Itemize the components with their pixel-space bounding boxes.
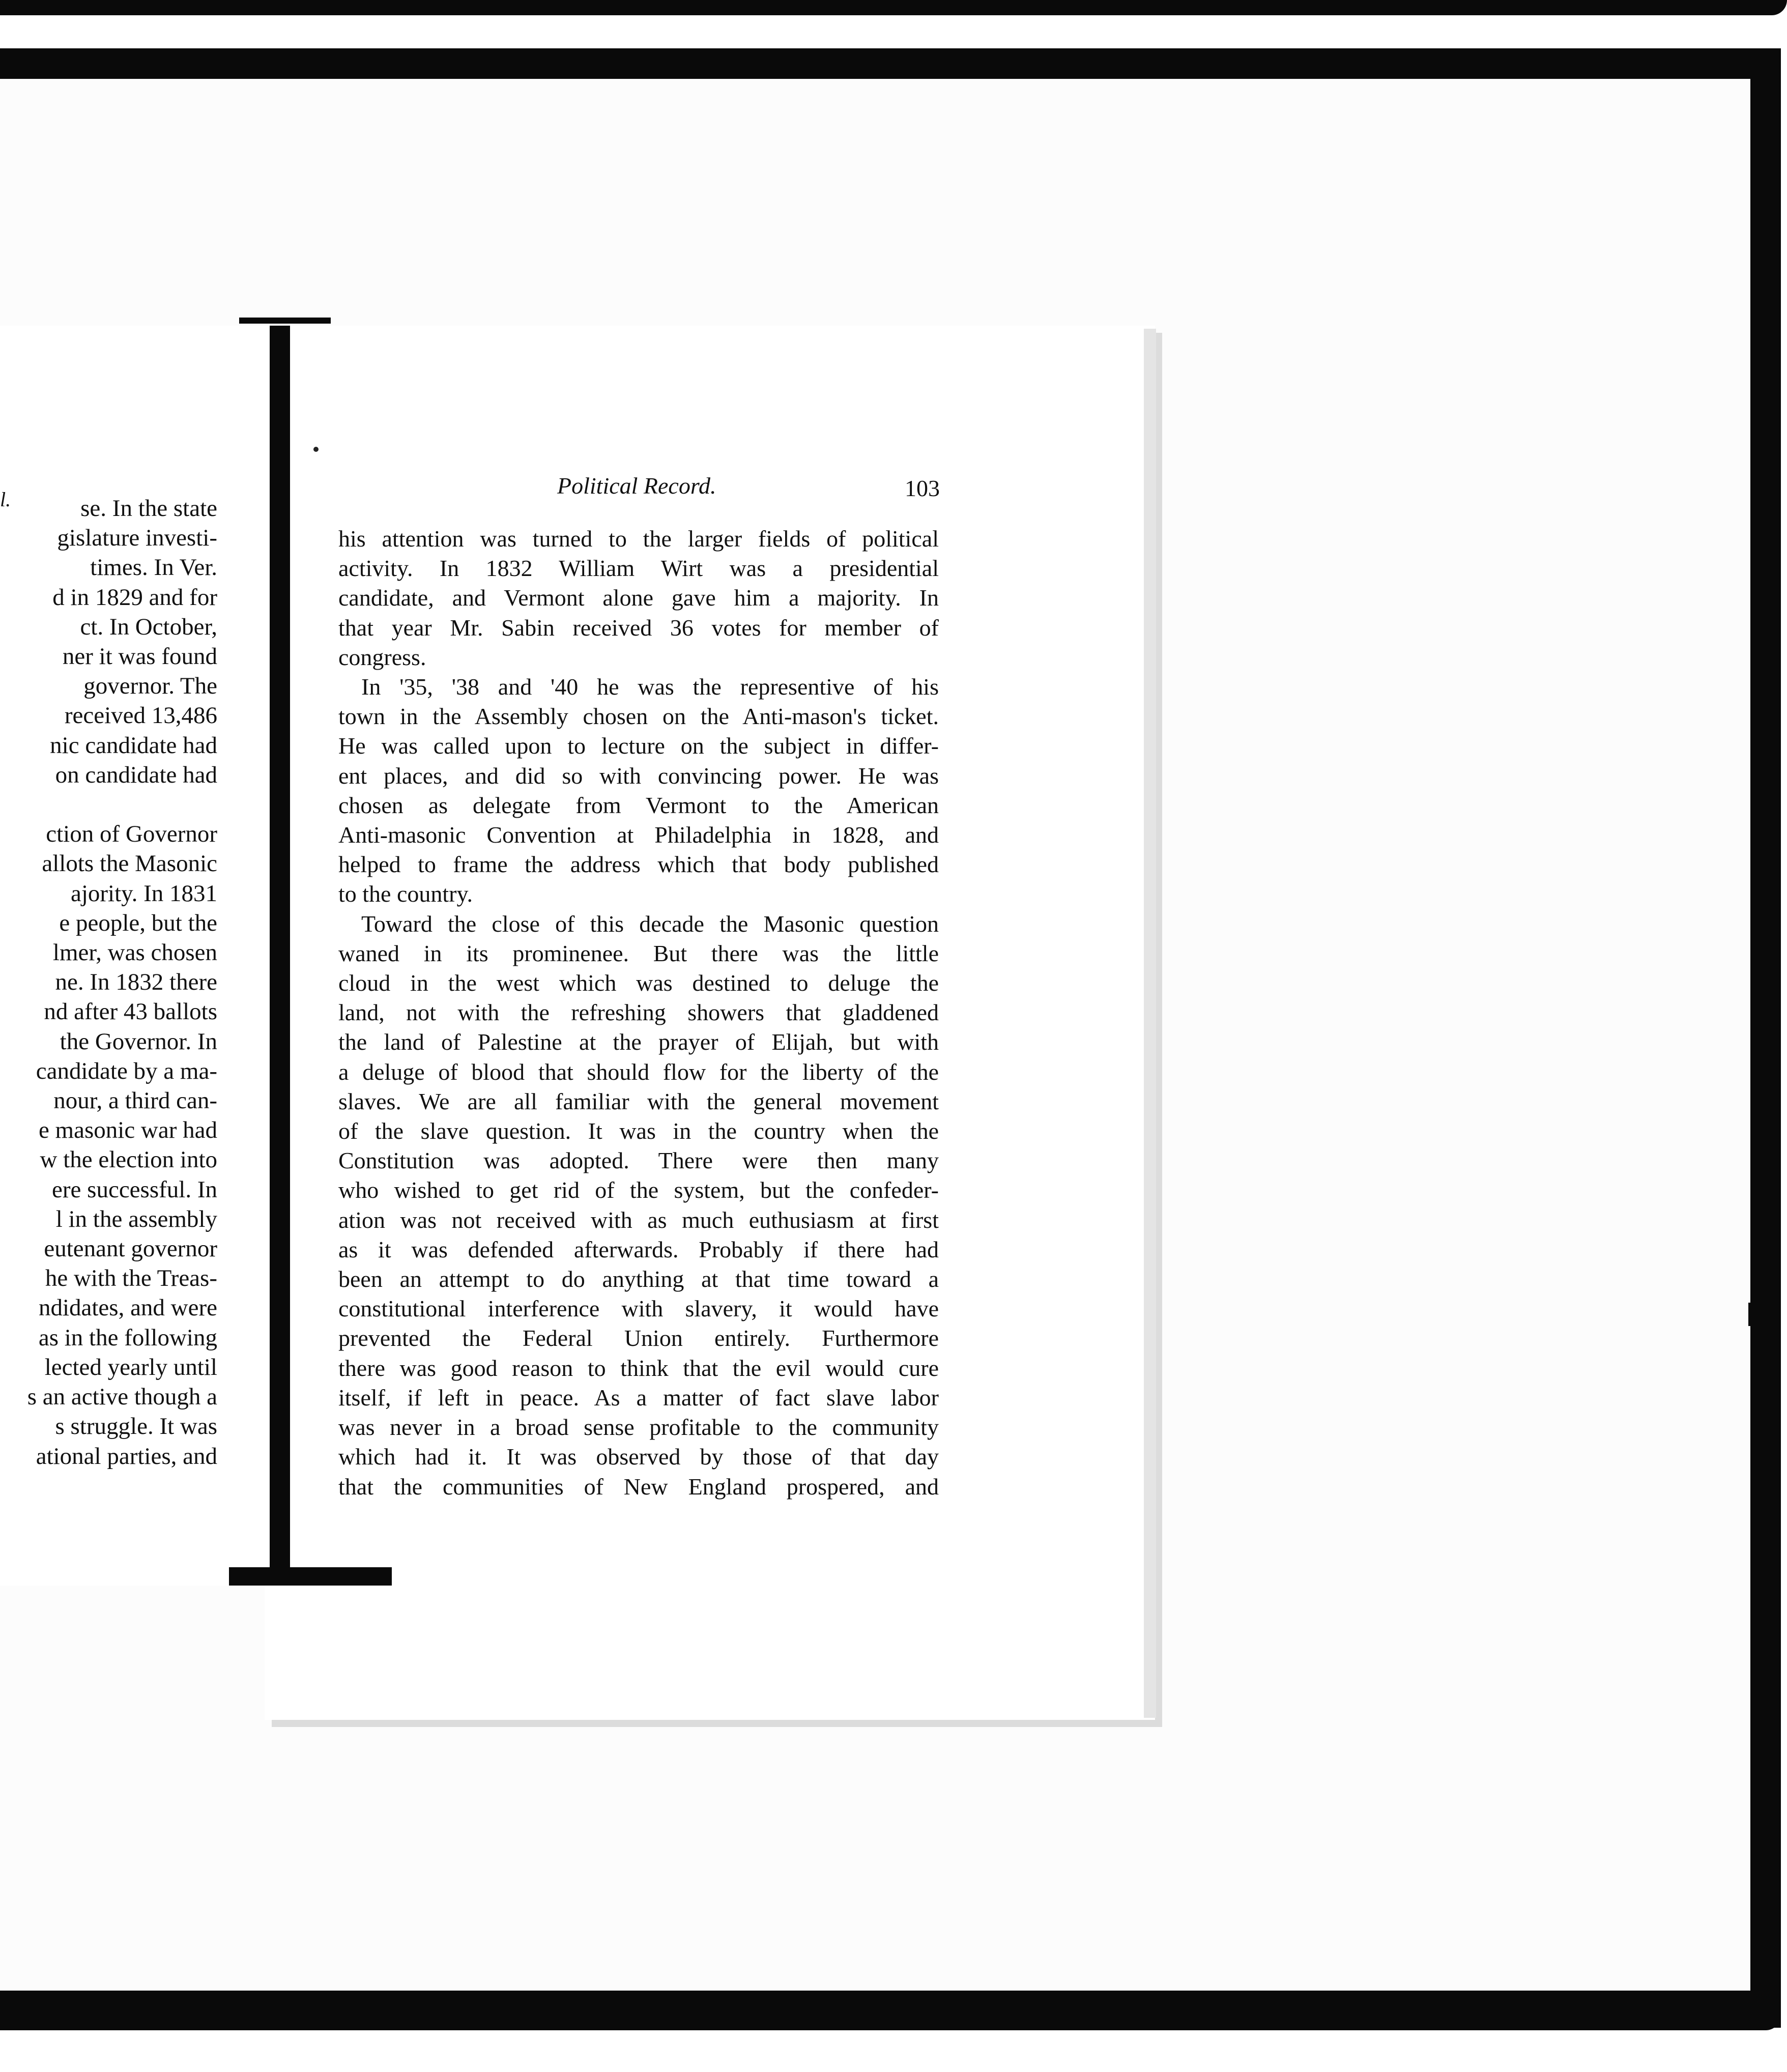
text-line: that the communities of New England prospered, and: [338, 1473, 939, 1500]
left-page-line: ction of Governor: [46, 821, 217, 848]
scan-frame-bottom: [0, 1991, 1781, 2030]
scan-frame-right: [1750, 48, 1781, 2028]
left-page-line: lmer, was chosen: [52, 939, 217, 966]
left-page-line: received 13,486: [64, 702, 217, 729]
left-page-line: times. In Ver.: [90, 554, 217, 581]
left-page-line: e people, but the: [59, 909, 217, 936]
gutter-clamp-bottom: [229, 1567, 392, 1586]
left-page-line: allots the Masonic: [42, 850, 217, 877]
text-line: of the slave question. It was in the country when the: [338, 1118, 939, 1144]
left-page-line: ere successful. In: [52, 1176, 217, 1203]
left-page-line: d in 1829 and for: [52, 584, 217, 611]
left-page-line: on candidate had: [55, 761, 217, 788]
left-page-line: s an active though a: [27, 1384, 217, 1411]
text-line: itself, if left in peace. As a matter of fact slave labor: [338, 1384, 939, 1411]
left-running-head: l.: [0, 488, 11, 511]
gutter-clamp-top: [239, 318, 331, 324]
text-line: In '35, '38 and '40 he was the representive of his: [361, 674, 939, 700]
text-line: constitutional interference with slavery, it would have: [338, 1296, 939, 1322]
left-page-line: s struggle. It was: [55, 1413, 217, 1440]
text-line: town in the Assembly chosen on the Anti-mason's ticket.: [338, 703, 939, 730]
left-page-line: se. In the state: [80, 495, 217, 522]
left-page-line: ner it was found: [62, 643, 217, 670]
text-line: activity. In 1832 William Wirt was a presidential: [338, 555, 939, 582]
left-page-line: nd after 43 ballots: [44, 998, 217, 1025]
text-line: who wished to get rid of the system, but the confeder-: [338, 1177, 939, 1203]
text-line: candidate, and Vermont alone gave him a majority. In: [338, 585, 939, 611]
page-edge: [1144, 329, 1156, 1718]
left-page-line: governor. The: [83, 673, 217, 700]
text-line: cloud in the west which was destined to deluge the: [338, 970, 939, 996]
left-page-line: nour, a third can-: [53, 1087, 217, 1114]
left-page-line: w the election into: [40, 1146, 217, 1173]
text-line: chosen as delegate from Vermont to the American: [338, 792, 939, 818]
frame-notch: [1748, 1303, 1753, 1326]
text-line: ent places, and did so with convincing power. He was: [338, 762, 939, 789]
text-line: was never in a broad sense profitable to the community: [338, 1414, 939, 1441]
left-page-line: candidate by a ma-: [36, 1057, 217, 1084]
left-page-line: [0, 790, 217, 819]
text-line: that year Mr. Sabin received 36 votes for member of: [338, 614, 939, 641]
left-page-text: [0, 494, 217, 1471]
text-line: slaves. We are all familiar with the general movement: [338, 1088, 939, 1114]
ink-dot: [313, 447, 319, 452]
left-page-line: the Governor. In: [60, 1028, 217, 1055]
text-line: ation was not received with as much euthusiasm at first: [338, 1206, 939, 1233]
text-line: waned in its prominenee. But there was the little: [338, 940, 939, 966]
left-page-line: ational parties, and: [36, 1443, 217, 1470]
text-line: a deluge of blood that should flow for the liberty of the: [338, 1058, 939, 1085]
text-line: prevented the Federal Union entirely. Furthermore: [338, 1325, 939, 1351]
left-page-line: eutenant governor: [44, 1235, 217, 1262]
left-page-line: he with the Treas-: [45, 1265, 217, 1292]
scan-frame-top: [0, 48, 1766, 79]
text-line: his attention was turned to the larger fields of political: [338, 526, 939, 552]
page-number: 103: [905, 475, 940, 501]
scan-top-border: [0, 0, 1787, 15]
text-line: been an attempt to do anything at that time toward a: [338, 1266, 939, 1292]
left-page-line: e masonic war had: [38, 1117, 217, 1144]
left-page-line: ajority. In 1831: [70, 880, 217, 907]
text-line: helped to frame the address which that body published: [338, 851, 939, 878]
left-page-line: nic candidate had: [50, 732, 217, 759]
text-line: as it was defended afterwards. Probably if there had: [338, 1236, 939, 1262]
left-page-line: lected yearly until: [44, 1354, 217, 1380]
text-line: land, not with the refreshing showers that gladdened: [338, 999, 939, 1026]
left-page: [0, 326, 277, 1586]
text-line: to the country.: [338, 881, 473, 907]
left-page-line: ne. In 1832 there: [55, 969, 217, 996]
text-line: Constitution was adopted. There were then many: [338, 1147, 939, 1174]
text-line: congress.: [338, 644, 426, 670]
running-head: Political Record.: [557, 473, 716, 499]
left-page-line: gislature investi-: [57, 525, 217, 552]
body-text: [338, 524, 939, 1502]
book-gutter: [270, 326, 290, 1577]
left-page-line: ndidates, and were: [38, 1294, 217, 1321]
text-line: the land of Palestine at the prayer of Elijah, but with: [338, 1029, 939, 1055]
text-line: which had it. It was observed by those of that day: [338, 1444, 939, 1470]
left-page-line: as in the following: [38, 1324, 217, 1351]
left-page-line: l in the assembly: [55, 1205, 217, 1232]
text-line: Toward the close of this decade the Masonic question: [361, 910, 939, 937]
left-page-line: ct. In October,: [80, 613, 217, 640]
text-line: Anti-masonic Convention at Philadelphia in 1828, and: [338, 822, 939, 848]
text-line: He was called upon to lecture on the subject in differ-: [338, 733, 939, 759]
text-line: there was good reason to think that the evil would cure: [338, 1355, 939, 1381]
